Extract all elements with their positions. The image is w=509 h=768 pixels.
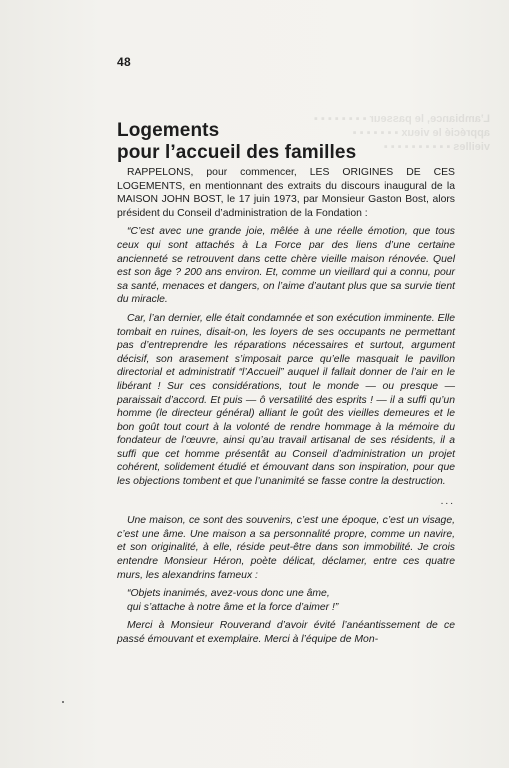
page-number: 48 <box>117 55 131 69</box>
body-text <box>117 166 455 652</box>
paragraph: Car, l’an dernier, elle était condamnée et son exécution imminente. Elle tombait en ruines, disait-on, les loyers de ses occupants ne permettant pas d’entreprendre les réparations nécessaires et surtout, argument décisif, son arasement s’imposait parce qu’elle masquait le pavillon directorial et administratif “l’Accueil” auquel il fallait donner de l’air en le libérant ! Sur ces considérations, tout le monde — ou presque — paraissait d’accord. Et puis — ô versatilité des esprits ! — il a suffi qu’un homme (le directeur général) alliant le goût des vieilles demeures et le bon goût tout court à la volonté de rendre hommage à la mémoire du fondateur de l’œuvre, ainsi qu’au travail artisanal de ses résidents, il a suffi que cet homme présentât au Conseil d’administration un projet cohérent, solidement étudié et émouvant dans son inspiration, pour que les objections tombent et que l’unanimité se fasse contre la destruction. <box>117 312 455 488</box>
verse-quote <box>127 587 455 614</box>
verse-line: “Objets inanimés, avez-vous donc une âme, <box>127 588 330 600</box>
paper-speck <box>62 701 64 703</box>
section-title <box>117 120 356 164</box>
title-line: pour l’accueil des familles <box>117 142 357 163</box>
paragraph: “C’est avec une grande joie, mêlée à une réelle émotion, que tous ceux qui sont attachés à La Force par des liens d’une certaine ancienneté se retrouvent dans cette chère vieille maison rénovée. Quel est son âge ? 200 ans environ. Et, comme un vieillard qui a connu, pour sa santé, menaces et dangers, on l’aime d’autant plus que sa survie tient du miracle. <box>117 226 455 306</box>
paragraph: Merci à Monsieur Rouverand d’avoir évité l’anéantissement de ce passé émouvant et exemplaire. Merci à l’équipe de Mon- <box>117 620 455 645</box>
show-through-text: L’ambiance, le passeur ▪ ▪ ▪ ▪ ▪ ▪ ▪ ▪ apprécié le vieux ▪ ▪ ▪ ▪ ▪ ▪ ▪ vieilles ▪ ▪ ▪ ▪ ▪ ▪ ▪ ▪ ▪ ▪ <box>313 113 490 153</box>
paragraph: RAPPELONS, pour commencer, LES ORIGINES DE CES LOGEMENTS, en mentionnant des extraits du discours inaugural de la MAISON JOHN BOST, le 17 juin 1973, par Monsieur Gaston Bost, alors président du Conseil d’administration de la Fondation : <box>117 167 455 219</box>
paragraph: Une maison, ce sont des souvenirs, c’est une époque, c’est un visage, c’est une âme. Une maison a sa personnalité propre, comme un navire, et son originalité, à elle, réside peut-être dans son immobilité. Je crois entendre Monsieur Héron, poète délicat, déclamer, entre ces quatre murs, les alexandrins fameux : <box>117 515 455 581</box>
verse-line: qui s’attache à notre âme et la force d’aimer !” <box>127 601 339 613</box>
title-line: Logements <box>117 120 220 141</box>
ellipsis: ... <box>440 495 455 507</box>
